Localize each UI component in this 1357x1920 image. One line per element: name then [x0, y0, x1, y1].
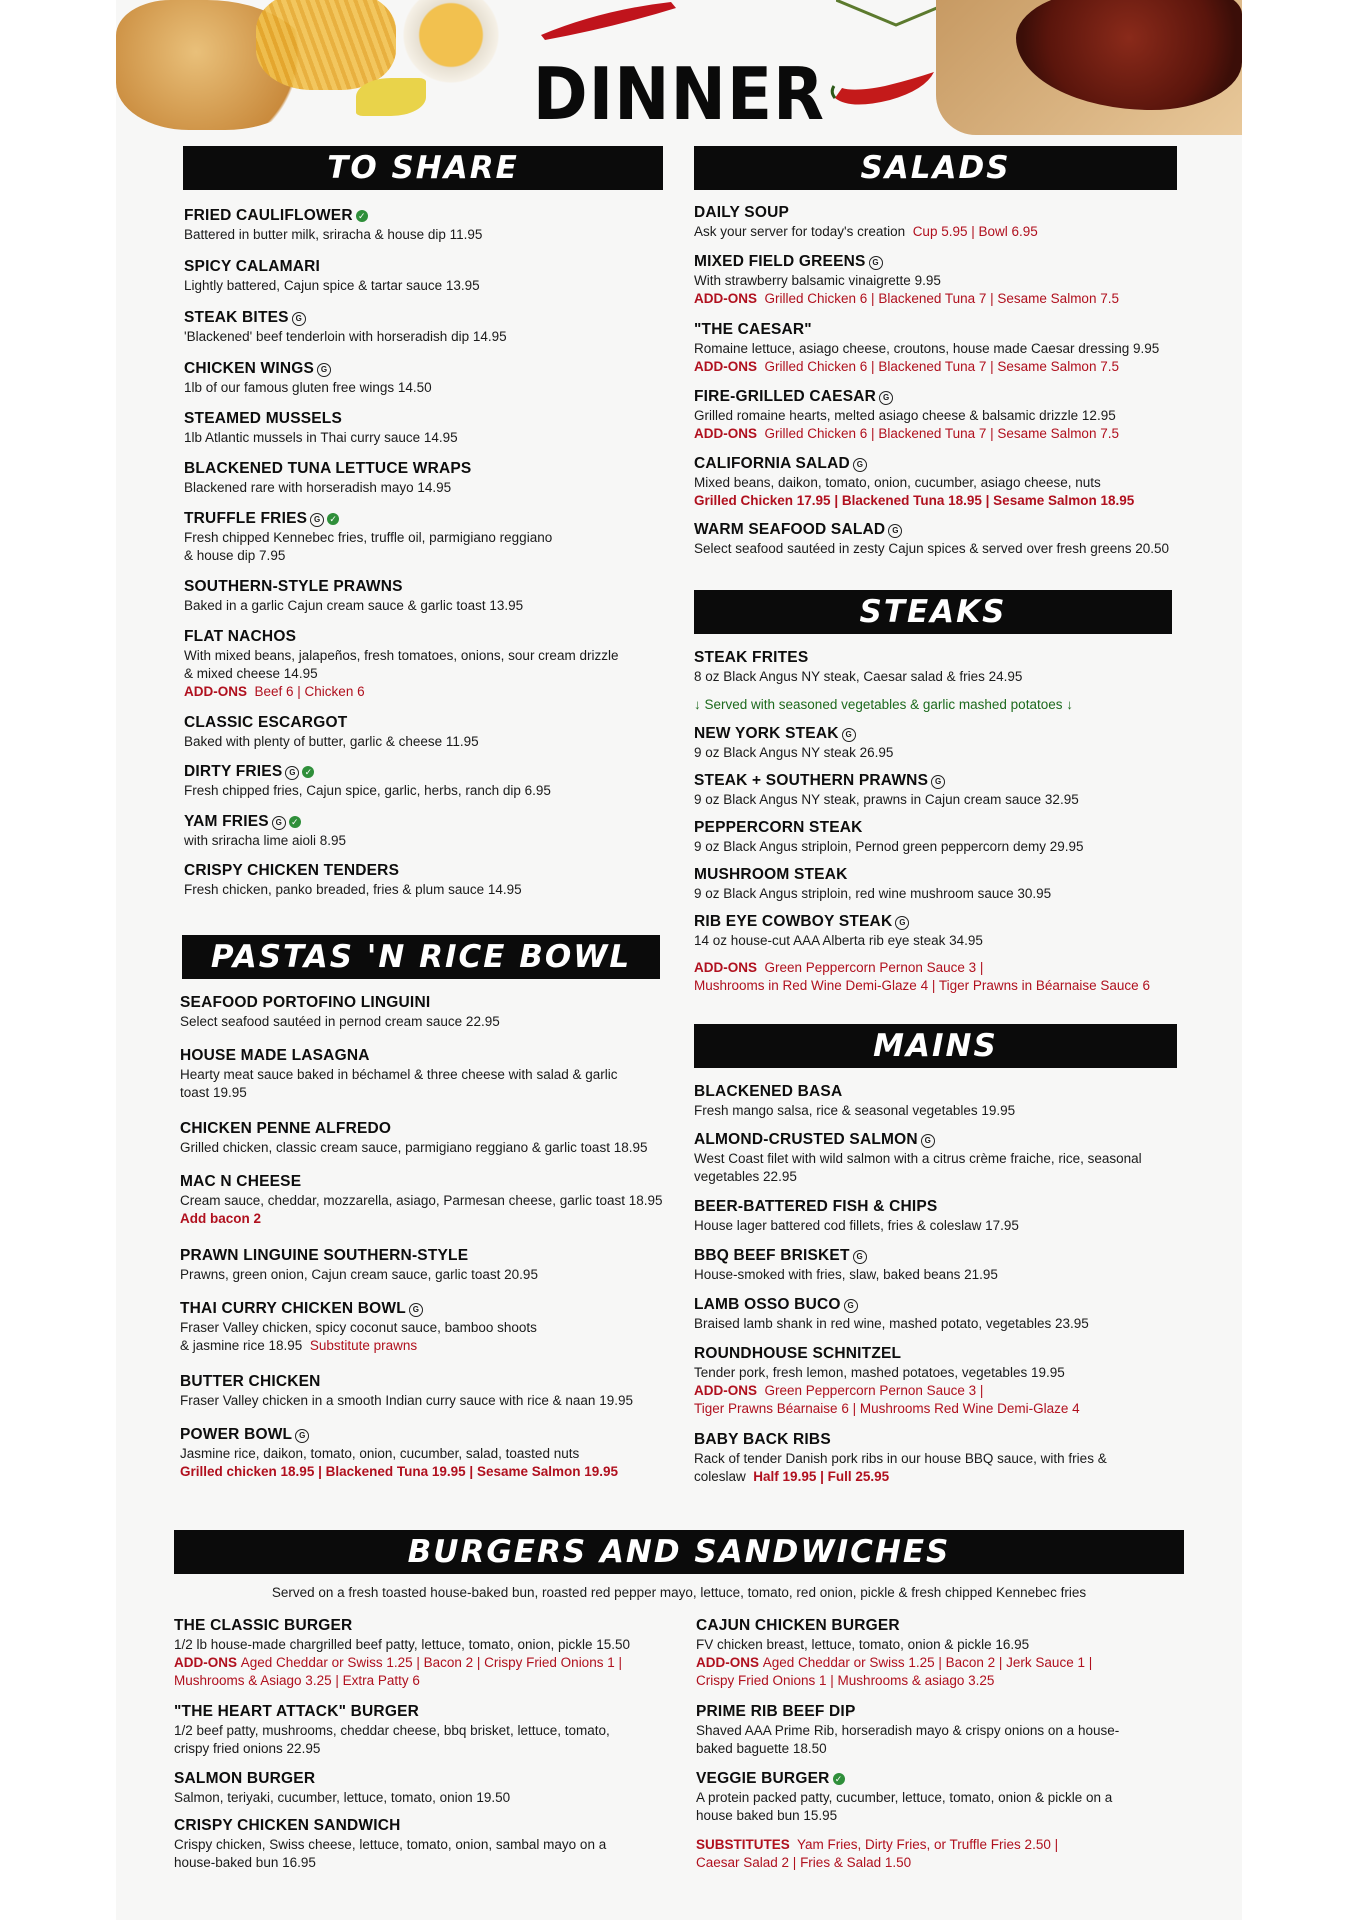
menu-item: PRAWN LINGUINE SOUTHERN-STYLE Prawns, green onion, Cajun cream sauce, garlic toast 20.95: [180, 1247, 538, 1282]
gluten-free-icon: G: [295, 1429, 309, 1443]
menu-item: [184, 206, 654, 244]
gluten-free-icon: G: [292, 312, 306, 326]
menu-item: CRISPY CHICKEN TENDERS Fresh chicken, panko breaded, fries & plum sauce 14.95: [184, 862, 522, 897]
steaks-note: ↓ Served with seasoned vegetables & garlic mashed potatoes ↓: [694, 697, 1073, 712]
menu-item: BUTTER CHICKEN Fraser Valley chicken in a smooth Indian curry sauce with rice & naan 19.95: [180, 1373, 633, 1408]
menu-item: MAC N CHEESE Cream sauce, cheddar, mozzarella, asiago, Parmesan cheese, garlic toast 18.95 Add bacon 2: [180, 1173, 663, 1226]
gluten-free-icon: G: [853, 1250, 867, 1264]
burgers-heading: BURGERS AND SANDWICHES: [174, 1530, 1184, 1574]
menu-item: PRIME RIB BEEF DIP Shaved AAA Prime Rib, horseradish mayo & crispy onions on a house- baked baguette 18.50: [696, 1703, 1120, 1756]
menu-item: WARM SEAFOOD SALAD G Select seafood sautéed in zesty Cajun spices & served over fresh greens 20.50: [694, 521, 1170, 556]
menu-item: FIRE-GRILLED CAESAR G Grilled romaine hearts, melted asiago cheese & balsamic drizzle 12.95 ADD-ONS Grilled Chicken 6 | Blackened Tuna 7 | Sesame Salmon 7.5: [694, 388, 1119, 441]
to-share-heading: TO SHARE: [183, 146, 663, 190]
mains-heading: MAINS: [694, 1024, 1177, 1068]
menu-item: THE CLASSIC BURGER 1/2 lb house-made chargrilled beef patty, lettuce, tomato, onion, pickle 15.50 ADD-ONS Aged Cheddar or Swiss 1.25 | Bacon 2 | Crispy Fried Onions 1 | Mushrooms & Asiago 3.25 | Extra Patty 6: [174, 1617, 631, 1688]
menu-item: LAMB OSSO BUCO G Braised lamb shank in red wine, mashed potato, vegetables 23.95: [694, 1296, 1089, 1331]
menu-item: TRUFFLE FRIES G ✓ Fresh chipped Kennebec fries, truffle oil, parmigiano reggiano & house dip 7.95: [184, 510, 553, 563]
page-title: DINNER: [532, 52, 825, 136]
menu-item: YAM FRIES G ✓ with sriracha lime aioli 8.95: [184, 813, 347, 848]
gluten-free-icon: G: [853, 458, 867, 472]
addons-list: Beef 6 | Chicken 6: [254, 684, 365, 699]
menu-item: STEAK BITES G 'Blackened' beef tenderloin with horseradish dip 14.95: [184, 309, 507, 344]
gluten-free-icon: G: [931, 775, 945, 789]
menu-item: SPICY CALAMARI Lightly battered, Cajun spice & tartar sauce 13.95: [184, 258, 480, 293]
gluten-free-icon: G: [317, 363, 331, 377]
gluten-free-icon: G: [285, 766, 299, 780]
menu-item: NEW YORK STEAK G 9 oz Black Angus NY steak 26.95: [694, 725, 894, 760]
menu-item: FLAT NACHOS With mixed beans, jalapeños, fresh tomatoes, onions, sour cream drizzle & mixed cheese 14.95 ADD-ONS Beef 6 | Chicken 6: [184, 628, 619, 699]
menu-item: ALMOND-CRUSTED SALMON G West Coast filet with wild salmon with a citrus crème fraiche, rice, seasonal vegetables 22.95: [694, 1131, 1142, 1184]
menu-item: MUSHROOM STEAK 9 oz Black Angus striploin, red wine mushroom sauce 30.95: [694, 866, 1052, 901]
menu-item: HOUSE MADE LASAGNA Hearty meat sauce baked in béchamel & three cheese with salad & garlic toast 19.95: [180, 1047, 618, 1100]
menu-item: DAILY SOUP Ask your server for today's creation Cup 5.95 | Bowl 6.95: [694, 204, 1038, 239]
leaf-icon: ✓: [327, 513, 339, 525]
burgers-subtitle: Served on a fresh toasted house-baked bun, roasted red pepper mayo, lettuce, tomato, red onion, pickle & fresh chipped Kennebec fries: [271, 1585, 1087, 1600]
gluten-free-icon: G: [879, 391, 893, 405]
steaks-heading: STEAKS: [694, 590, 1172, 634]
gluten-free-icon: G: [895, 916, 909, 930]
menu-item: ROUNDHOUSE SCHNITZEL Tender pork, fresh lemon, mashed potatoes, vegetables 19.95 ADD-ONS Green Peppercorn Pernon Sauce 3 | Tiger Prawns Béarnaise 6 | Mushrooms Red Wine Demi-Glaze 4: [694, 1345, 1080, 1416]
menu-item: CLASSIC ESCARGOT Baked with plenty of butter, garlic & cheese 11.95: [184, 714, 479, 749]
gluten-free-icon: G: [409, 1303, 423, 1317]
gluten-free-icon: G: [844, 1299, 858, 1313]
menu-item: CAJUN CHICKEN BURGER FV chicken breast, lettuce, tomato, onion & pickle 16.95 ADD-ONS Aged Cheddar or Swiss 1.25 | Bacon 2 | Jerk Sauce 1 | Crispy Fried Onions 1 | Mushrooms & asiago 3.25: [696, 1617, 1093, 1688]
menu-item: BLACKENED TUNA LETTUCE WRAPS Blackened rare with horseradish mayo 14.95: [184, 460, 472, 495]
menu-item: BABY BACK RIBS Rack of tender Danish pork ribs in our house BBQ sauce, with fries & coleslaw Half 19.95 | Full 25.95: [694, 1431, 1107, 1484]
substitutes: SUBSTITUTES Yam Fries, Dirty Fries, or Truffle Fries 2.50 | Caesar Salad 2 | Fries & Salad 1.50: [696, 1837, 1059, 1870]
menu-item: SALMON BURGER Salmon, teriyaki, cucumber, lettuce, tomato, onion 19.50: [174, 1770, 511, 1805]
menu-item: THAI CURRY CHICKEN BOWL G Fraser Valley chicken, spicy coconut sauce, bamboo shoots & jasmine rice 18.95 Substitute prawns: [180, 1300, 537, 1353]
menu-item: CHICKEN WINGS G 1lb of our famous gluten free wings 14.50: [184, 360, 432, 395]
menu-item: CALIFORNIA SALAD G Mixed beans, daikon, tomato, onion, cucumber, asiago cheese, nuts Grilled Chicken 17.95 | Blackened Tuna 18.95 | Sesame Salmon 18.95: [694, 455, 1135, 508]
menu-item: "THE CAESAR" Romaine lettuce, asiago cheese, croutons, house made Caesar dressing 9.95 ADD-ONS Grilled Chicken 6 | Blackened Tuna 7 | Sesame Salmon 7.5: [694, 321, 1160, 374]
chili-icon: [830, 68, 940, 112]
menu-item: "THE HEART ATTACK" BURGER 1/2 beef patty, mushrooms, cheddar cheese, bbq brisket, lettuce, tomato, crispy fried onions 22.95: [174, 1703, 610, 1756]
menu-item: BBQ BEEF BRISKET G House-smoked with fries, slaw, baked beans 21.95: [694, 1247, 998, 1282]
menu-item: MIXED FIELD GREENS G With strawberry balsamic vinaigrette 9.95 ADD-ONS Grilled Chicken 6 | Blackened Tuna 7 | Sesame Salmon 7.5: [694, 253, 1119, 306]
leaf-icon: ✓: [302, 766, 314, 778]
menu-item: SOUTHERN-STYLE PRAWNS Baked in a garlic Cajun cream sauce & garlic toast 13.95: [184, 578, 524, 613]
item-description: Battered in butter milk, sriracha & house dip 11.95: [184, 227, 483, 242]
menu-item: STEAK FRITES 8 oz Black Angus NY steak, Caesar salad & fries 24.95: [694, 649, 1023, 684]
gluten-free-icon: G: [272, 816, 286, 830]
menu-item: STEAK + SOUTHERN PRAWNS G 9 oz Black Angus NY steak, prawns in Cajun cream sauce 32.95: [694, 772, 1079, 807]
gluten-free-icon: G: [869, 256, 883, 270]
menu-item: SEAFOOD PORTOFINO LINGUINI Select seafood sautéed in pernod cream sauce 22.95: [180, 994, 500, 1029]
menu-item: PEPPERCORN STEAK 9 oz Black Angus striploin, Pernod green peppercorn demy 29.95: [694, 819, 1084, 854]
menu-item: DIRTY FRIES G ✓ Fresh chipped fries, Cajun spice, garlic, herbs, ranch dip 6.95: [184, 763, 551, 798]
salads-heading: SALADS: [694, 146, 1177, 190]
menu-item: POWER BOWL G Jasmine rice, daikon, tomato, onion, cucumber, salad, toasted nuts Grilled chicken 18.95 | Blackened Tuna 19.95 | Sesame Salmon 19.95: [180, 1426, 619, 1479]
menu-item: BLACKENED BASA Fresh mango salsa, rice & seasonal vegetables 19.95: [694, 1083, 1016, 1118]
gluten-free-icon: G: [888, 524, 902, 538]
gluten-free-icon: G: [921, 1134, 935, 1148]
steaks-addons: ADD-ONS Green Peppercorn Pernon Sauce 3 | Mushrooms in Red Wine Demi-Glaze 4 | Tiger Prawns in Béarnaise Sauce 6: [694, 960, 1150, 993]
menu-item: RIB EYE COWBOY STEAK G 14 oz house-cut AAA Alberta rib eye steak 34.95: [694, 913, 983, 948]
menu-item: VEGGIE BURGER ✓ A protein packed patty, cucumber, lettuce, tomato, onion & pickle on a house baked bun 15.95: [696, 1770, 1113, 1823]
gluten-free-icon: G: [842, 728, 856, 742]
gluten-free-icon: G: [310, 513, 324, 527]
leaf-icon: ✓: [289, 816, 301, 828]
pastas-heading: PASTAS 'N RICE BOWL: [182, 935, 660, 979]
menu-item: CHICKEN PENNE ALFREDO Grilled chicken, classic cream sauce, parmigiano reggiano & garlic toast 18.95: [180, 1120, 648, 1155]
addons-label: ADD-ONS: [184, 684, 247, 699]
leaf-icon: ✓: [833, 1773, 845, 1785]
menu-item: STEAMED MUSSELS 1lb Atlantic mussels in Thai curry sauce 14.95: [184, 410, 458, 445]
item-name: FRIED CAULIFLOWER: [184, 207, 353, 224]
menu-item: CRISPY CHICKEN SANDWICH Crispy chicken, Swiss cheese, lettuce, tomato, onion, sambal mayo on a house-baked bun 16.95: [174, 1817, 607, 1870]
leaf-icon: ✓: [356, 210, 368, 222]
menu-item: BEER-BATTERED FISH & CHIPS House lager battered cod fillets, fries & coleslaw 17.95: [694, 1198, 1019, 1233]
